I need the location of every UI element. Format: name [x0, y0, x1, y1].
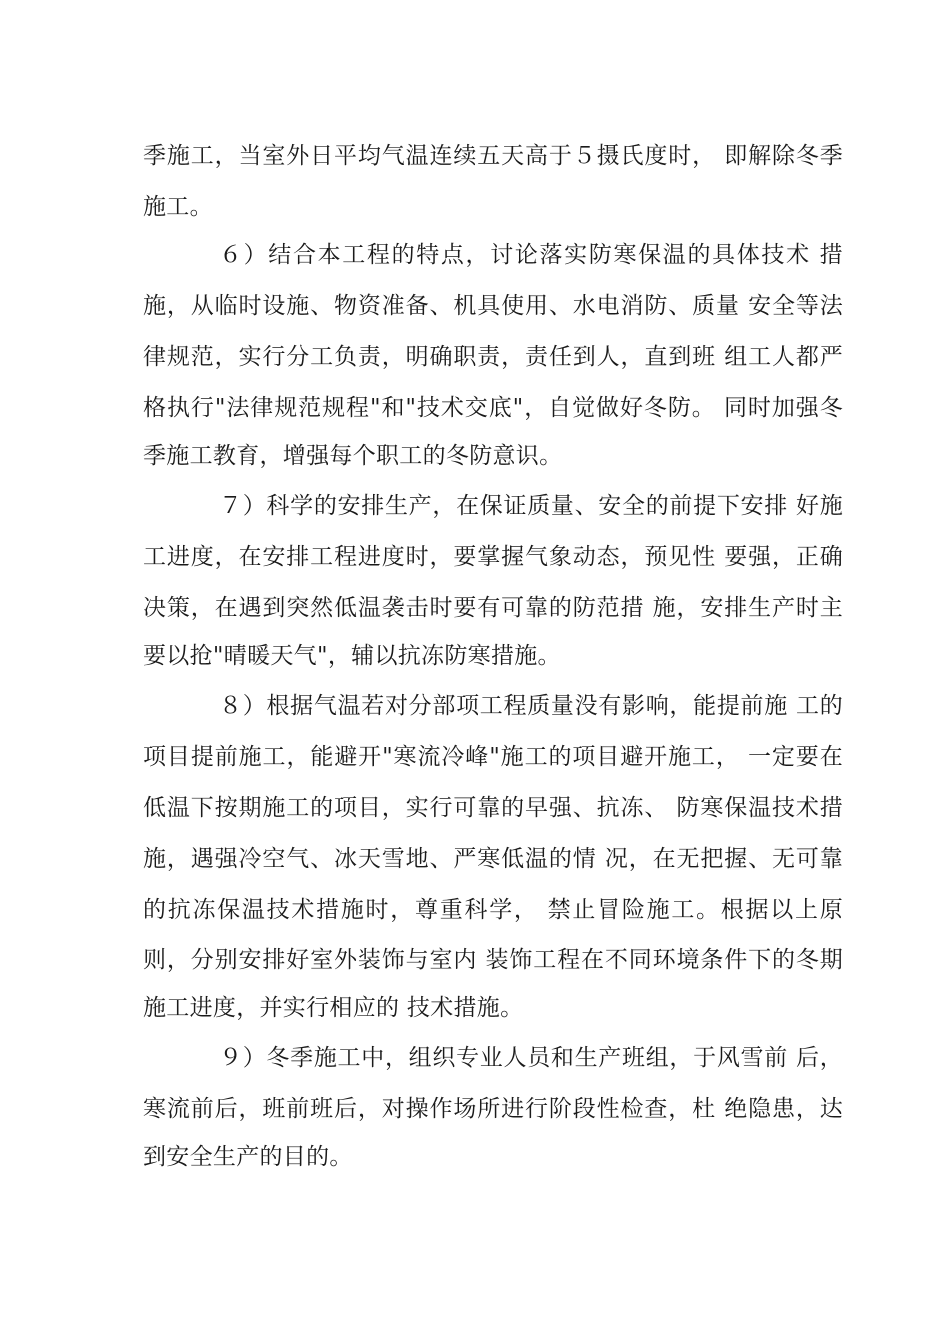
text-line: 施工。 — [143, 194, 213, 220]
text-line: 格执行"法律规范规程"和"技术交底"，自觉做好冬防。 同时加强冬 — [143, 395, 843, 421]
text-line: 施，遇强冷空气、冰天雪地、严寒低温的情 况，在无把握、无可靠 — [143, 846, 843, 872]
text-line: 律规范，实行分工负责，明确职责，责任到人，直到班 组工人都严 — [143, 344, 843, 370]
text-line: 施工进度，并实行相应的 技术措施。 — [143, 995, 524, 1021]
text-line: 低温下按期施工的项目，实行可靠的早强、抗冻、 防寒保温技术措 — [143, 795, 843, 821]
paragraph-8-first-line: ８）根据气温若对分部项工程质量没有影响，能提前施 工的 — [219, 693, 843, 719]
text-line: 到安全生产的目的。 — [143, 1144, 353, 1170]
text-line: 季施工教育，增强每个职工的冬防意识。 — [143, 443, 563, 469]
text-line: 要以抢"晴暖天气"，辅以抗冻防寒措施。 — [143, 643, 561, 669]
text-line: 季施工，当室外日平均气温连续五天高于５摄氏度时， 即解除冬季 — [143, 143, 843, 169]
text-line: 则，分别安排好室外装饰与室内 装饰工程在不同环境条件下的冬期 — [143, 947, 843, 973]
paragraph-7-first-line: ７）科学的安排生产，在保证质量、安全的前提下安排 好施 — [219, 493, 843, 519]
text-line: 的抗冻保温技术措施时，尊重科学， 禁止冒险施工。根据以上原 — [143, 897, 843, 923]
text-line: 寒流前后，班前班后，对操作场所进行阶段性检查，杜 绝隐患，达 — [143, 1096, 843, 1122]
text-line: 项目提前施工，能避开"寒流冷峰"施工的项目避开施工， 一定要在 — [143, 744, 843, 770]
text-line: 施，从临时设施、物资准备、机具使用、水电消防、质量 安全等法 — [143, 293, 843, 319]
paragraph-9-first-line: ９）冬季施工中，组织专业人员和生产班组，于风雪前 后， — [219, 1045, 843, 1071]
text-line: 决策，在遇到突然低温袭击时要有可靠的防范措 施，安排生产时主 — [143, 595, 843, 621]
paragraph-6-first-line: ６）结合本工程的特点，讨论落实防寒保温的具体技术 措 — [219, 242, 843, 268]
text-line: 工进度，在安排工程进度时，要掌握气象动态，预见性 要强，正确 — [143, 544, 843, 570]
